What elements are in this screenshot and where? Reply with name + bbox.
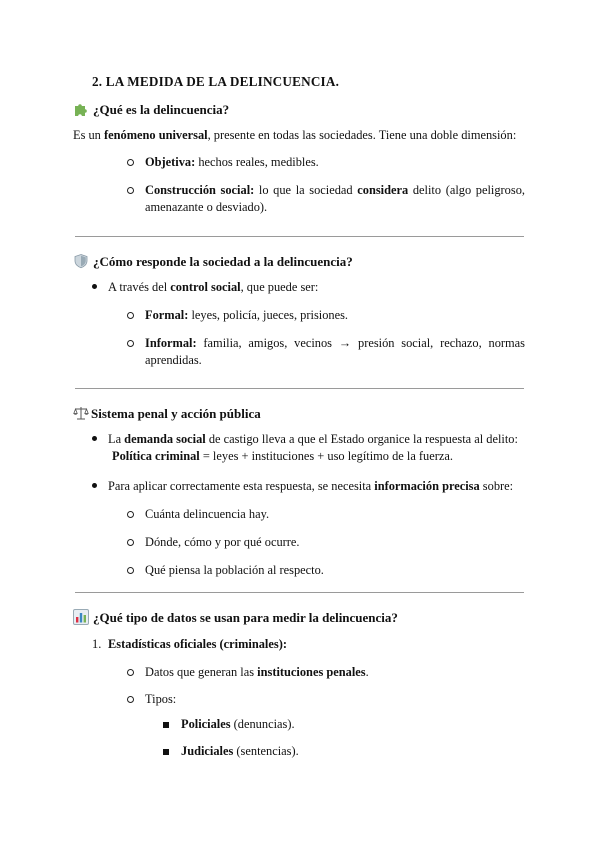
square-bullet-icon: [163, 722, 169, 728]
list-item-judiciales: Judiciales (sentencias).: [181, 744, 299, 758]
circle-bullet-icon: [127, 312, 134, 319]
list-item-construccion: Construcción social: lo que la sociedad considera delito (algo peligroso, amenazante o desviado).: [145, 183, 525, 214]
section-heading-sistema-penal: [73, 405, 261, 422]
bullet-icon: [92, 436, 97, 441]
circle-bullet-icon: [127, 159, 134, 166]
list-item-formal: Formal: leyes, policía, jueces, prisiones.: [145, 308, 349, 322]
circle-bullet-icon: [127, 187, 134, 194]
puzzle-icon: [73, 101, 89, 117]
circle-bullet-icon: [127, 340, 134, 347]
circle-bullet-icon: [127, 567, 134, 574]
list-item: Dónde, cómo y por qué ocurre.: [145, 535, 300, 549]
section-heading-tipo-datos: [73, 609, 398, 626]
list-item-informal: Informal: familia, amigos, vecinos → presión social, rechazo, normas aprendidas.: [145, 336, 525, 367]
circle-bullet-icon: [127, 539, 134, 546]
section-heading-como-responde: [73, 253, 353, 270]
list-item-objetiva: Objetiva: hechos reales, medibles.: [145, 155, 319, 169]
shield-icon: [73, 253, 89, 269]
bullet-icon: [92, 483, 97, 488]
section-heading-text: ¿Qué es la delincuencia?: [93, 102, 230, 117]
section-heading-text: Sistema penal y acción pública: [91, 406, 261, 421]
list-item-policiales: Policiales (denuncias).: [181, 717, 295, 731]
section-heading-text: ¿Cómo responde la sociedad a la delincuencia?: [93, 254, 353, 269]
section-divider: [75, 592, 524, 593]
section-heading-que-es: [73, 101, 229, 118]
bar-chart-icon: [73, 609, 89, 625]
list-item-tipos: Tipos:: [145, 692, 177, 706]
list-item-datos: Datos que generan las instituciones penales.: [145, 665, 369, 679]
intro-paragraph: Es un fenómeno universal, presente en todas las sociedades. Tiene una doble dimensión:: [73, 128, 517, 142]
section-divider: [75, 388, 524, 389]
list-item-control-social: A través del control social, que puede ser:: [108, 280, 319, 294]
page-title: 2. LA MEDIDA DE LA DELINCUENCIA.: [92, 74, 340, 89]
list-item-informacion: Para aplicar correctamente esta respuesta, se necesita información precisa sobre:: [108, 479, 514, 493]
square-bullet-icon: [163, 749, 169, 755]
section-heading-text: ¿Qué tipo de datos se usan para medir la delincuencia?: [93, 610, 398, 625]
list-item-estadisticas: Estadísticas oficiales (criminales):: [108, 637, 287, 651]
bullet-icon: [92, 284, 97, 289]
list-item-demanda-social: La demanda social de castigo lleva a que el Estado organice la respuesta al delito: Política criminal = leyes + instituciones + uso legítimo de la fuerza.: [108, 432, 518, 463]
list-item: Cuánta delincuencia hay.: [145, 507, 270, 521]
circle-bullet-icon: [127, 669, 134, 676]
scales-icon: [73, 405, 89, 421]
list-number: 1.: [92, 637, 102, 651]
circle-bullet-icon: [127, 696, 134, 703]
section-divider: [75, 236, 524, 237]
circle-bullet-icon: [127, 511, 134, 518]
list-item: Qué piensa la población al respecto.: [145, 563, 324, 577]
